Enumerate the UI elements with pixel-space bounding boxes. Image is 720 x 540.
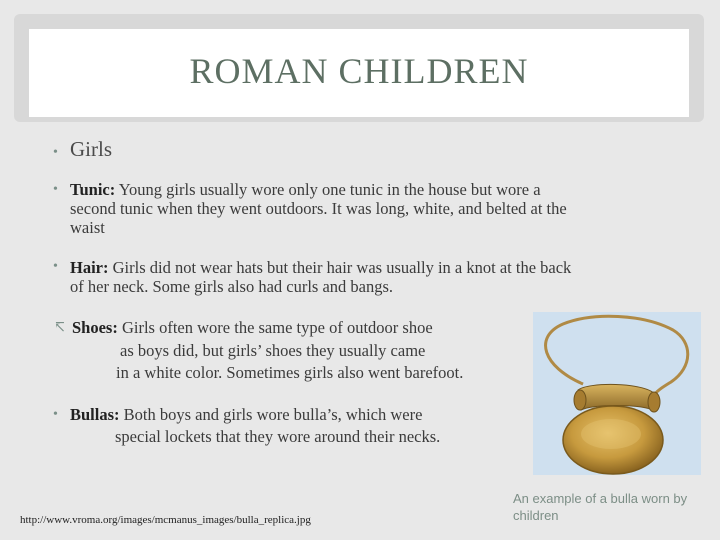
- bullet-icon: •: [53, 182, 58, 197]
- hair-line2: of her neck. Some girls also had curls and bangs.: [70, 277, 394, 296]
- bullet-icon: •: [53, 407, 58, 422]
- bullet-icon: •: [53, 145, 58, 160]
- slide-title: ROMAN CHILDREN: [189, 51, 529, 91]
- hair-paragraph: [70, 258, 690, 296]
- shoes-line1: Girls often wore the same type of outdoor shoe: [117, 318, 433, 337]
- tunic-line1: Young girls usually wore only one tunic in the house but wore a: [115, 180, 541, 199]
- source-url[interactable]: http://www.vroma.org/images/mcmanus_images/bulla_replica.jpg: [20, 514, 311, 526]
- bulla-illustration: [533, 312, 701, 475]
- tunic-label: Tunic:: [70, 180, 116, 199]
- section-heading: Girls: [70, 137, 112, 161]
- shoes-line3: in a white color. Sometimes girls also went barefoot.: [116, 363, 464, 382]
- hair-line1: Girls did not wear hats but their hair was usually in a knot at the back: [108, 258, 572, 277]
- bullas-line1: Both boys and girls wore bulla’s, which were: [119, 405, 423, 424]
- bullas-paragraph: [70, 405, 520, 424]
- arrow-bullet-icon: ↸: [54, 321, 66, 336]
- bulla-image: [533, 312, 701, 475]
- hair-label: Hair:: [70, 258, 109, 277]
- shoes-line2: as boys did, but girls’ shoes they usually came: [120, 341, 426, 360]
- tunic-line3: waist: [70, 218, 105, 237]
- tunic-line2: second tunic when they went outdoors. It was long, white, and belted at the: [70, 199, 567, 218]
- tunic-paragraph: [70, 180, 690, 237]
- shoes-label: Shoes:: [72, 318, 118, 337]
- bullas-label: Bullas:: [70, 405, 120, 424]
- bullas-line2: special lockets that they wore around their necks.: [115, 427, 441, 446]
- image-caption: An example of a bulla worn by children: [513, 491, 688, 523]
- shoes-paragraph: [72, 318, 532, 337]
- bullet-icon: •: [53, 259, 58, 274]
